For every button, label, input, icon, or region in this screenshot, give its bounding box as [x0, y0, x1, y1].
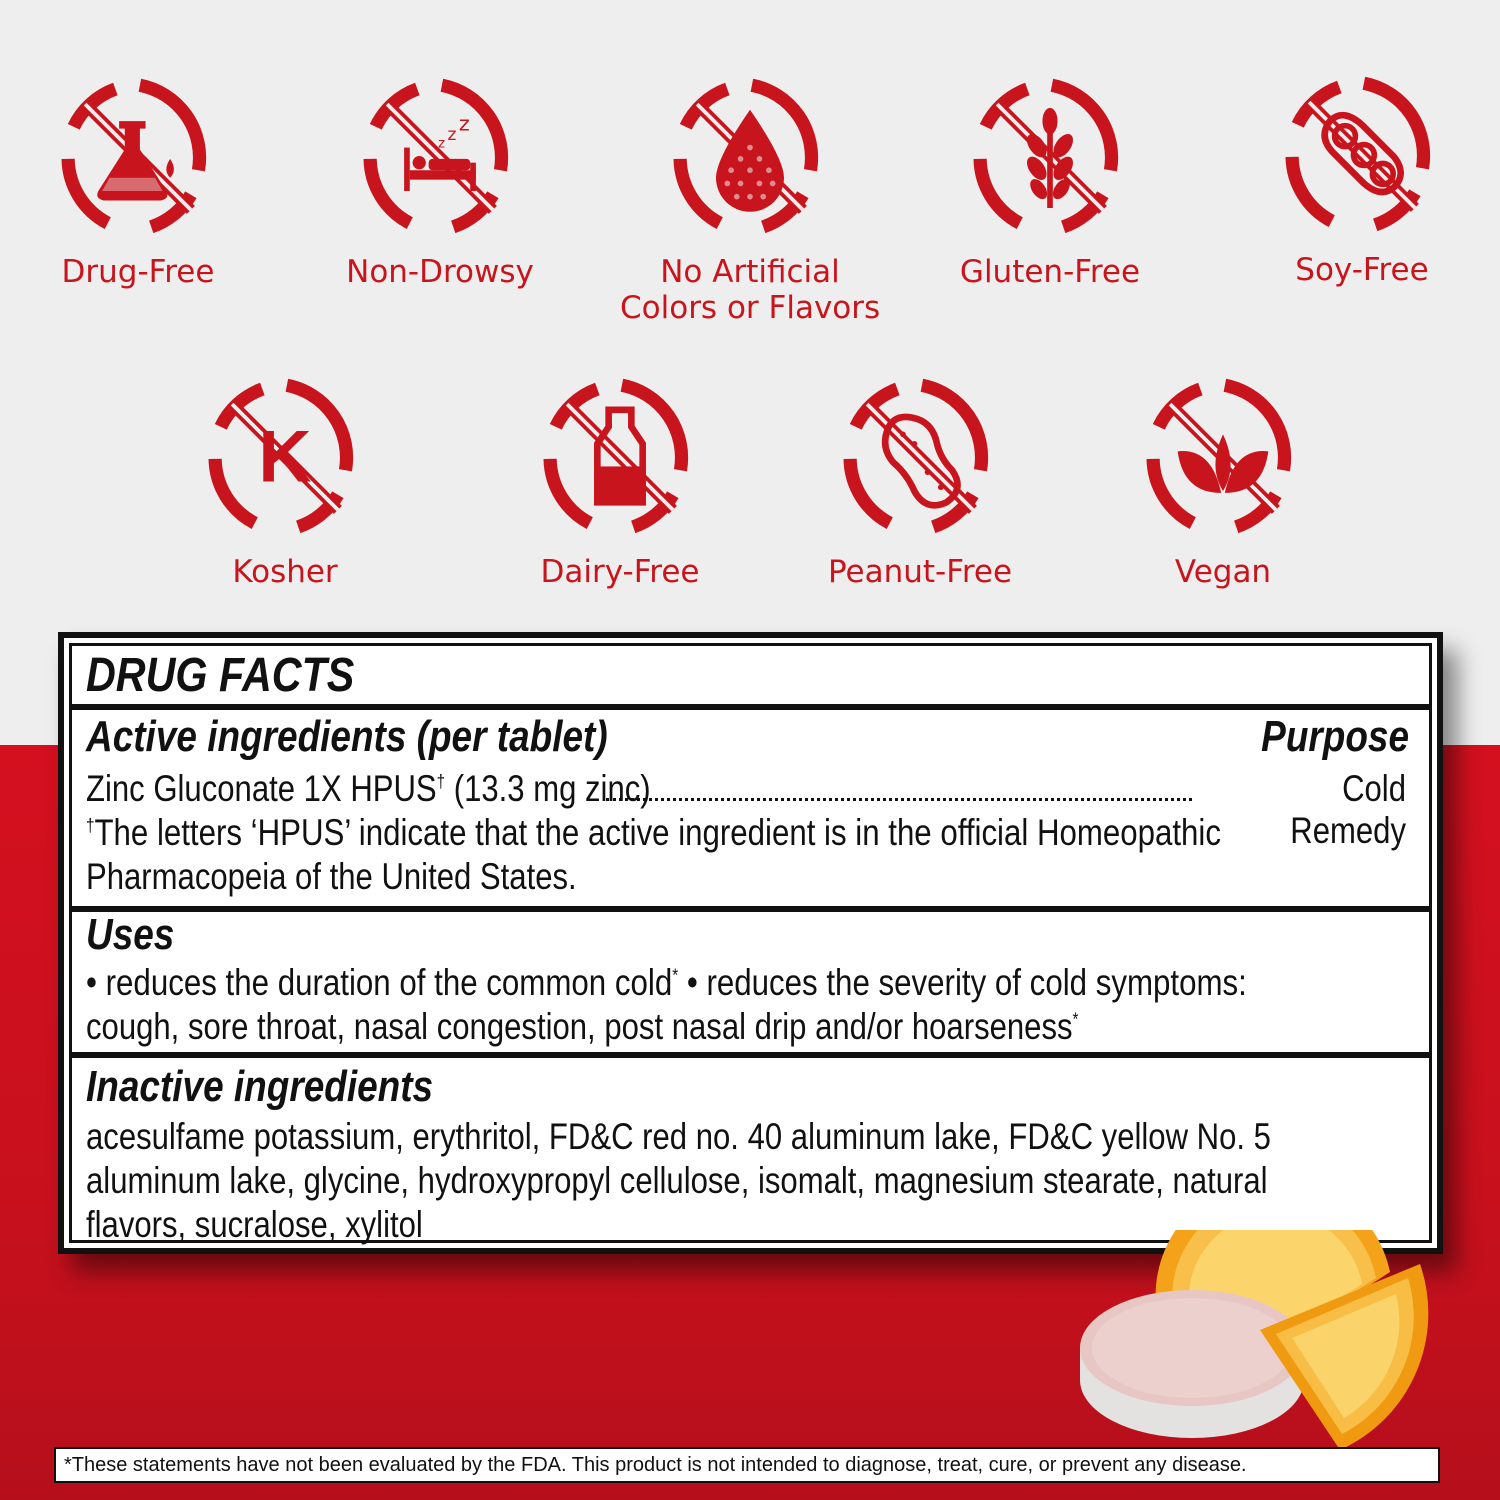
hpus-note-line1: †The letters ‘HPUS’ indicate that the active ingredient is in the official Homeopathic: [86, 812, 1221, 853]
badge-non-drowsy: [340, 72, 540, 290]
badge-soy-free: [1272, 70, 1452, 288]
uses-line2: cough, sore throat, nasal congestion, post nasal drip and/or hoarseness*: [86, 1006, 1079, 1047]
purpose-heading: Purpose: [1261, 712, 1409, 761]
badge-label-line1: No Artificial: [660, 254, 840, 290]
soybean-icon: [1277, 70, 1447, 240]
badge-label: Soy-Free: [1295, 252, 1429, 288]
dot-leader: [606, 797, 1192, 801]
leaves-icon: [1138, 372, 1308, 542]
purpose-value: Cold Remedy: [1290, 768, 1406, 851]
badge-vegan: [1128, 372, 1318, 590]
svg-text:K: K: [258, 414, 312, 498]
drug-facts-title: DRUG FACTS: [86, 649, 355, 702]
badge-kosher: [195, 372, 375, 590]
section-divider: [72, 704, 1429, 710]
ingredient-text: Zinc Gluconate 1X HPUS† (13.3 mg zinc): [86, 768, 651, 809]
badge-label: Kosher: [232, 554, 338, 590]
inactive-ingredients-heading: Inactive ingredients: [86, 1062, 434, 1111]
badge-label: Peanut-Free: [827, 554, 1013, 590]
uses-heading: Uses: [86, 910, 175, 959]
hpus-note-line2: Pharmacopeia of the United States.: [86, 856, 577, 897]
badge-label: Gluten-Free: [959, 254, 1141, 290]
tablet: [1080, 1290, 1304, 1438]
active-ingredients-heading: Active ingredients (per tablet): [86, 712, 608, 761]
section-divider: [72, 906, 1429, 912]
flask-icon: [53, 72, 223, 242]
badge-peanut-free: [820, 372, 1020, 590]
badge-label: Drug-Free: [61, 254, 215, 290]
svg-text:z: z: [447, 125, 457, 145]
tablet-orange-image: [1070, 1230, 1430, 1460]
badge-dairy-free: [520, 372, 720, 590]
badge-label-line2: Colors or Flavors: [620, 290, 881, 326]
drug-facts-panel: [58, 632, 1443, 1254]
badge-drug-free: [48, 72, 228, 290]
droplet-icon: [665, 72, 835, 242]
badge-gluten-free: [955, 72, 1145, 290]
milk-bottle-icon: [535, 372, 705, 542]
badge-no-artificial: [620, 72, 880, 326]
badge-label: Dairy-Free: [540, 554, 700, 590]
kosher-k-icon: [200, 372, 370, 542]
badge-label: Non-Drowsy: [346, 254, 534, 290]
badge-label: Vegan: [1174, 554, 1272, 590]
svg-text:z: z: [458, 111, 470, 136]
peanut-icon: [835, 372, 1005, 542]
section-divider: [72, 1052, 1429, 1058]
uses-line1: • reduces the duration of the common cold* • reduces the severity of cold symptoms:: [86, 962, 1247, 1003]
svg-text:z: z: [438, 136, 446, 152]
bed-sleep-icon: [355, 72, 525, 242]
fda-disclaimer: *These statements have not been evaluated by the FDA. This product is not intended to diagnose, treat, cure, or prevent any disease.: [54, 1447, 1440, 1483]
wheat-icon: [965, 72, 1135, 242]
inactive-line3: flavors, sucralose, xylitol: [86, 1204, 423, 1245]
inactive-line1: acesulfame potassium, erythritol, FD&C red no. 40 aluminum lake, FD&C yellow No. 5: [86, 1116, 1271, 1157]
inactive-line2: aluminum lake, glycine, hydroxypropyl cellulose, isomalt, magnesium stearate, natural: [86, 1160, 1268, 1201]
